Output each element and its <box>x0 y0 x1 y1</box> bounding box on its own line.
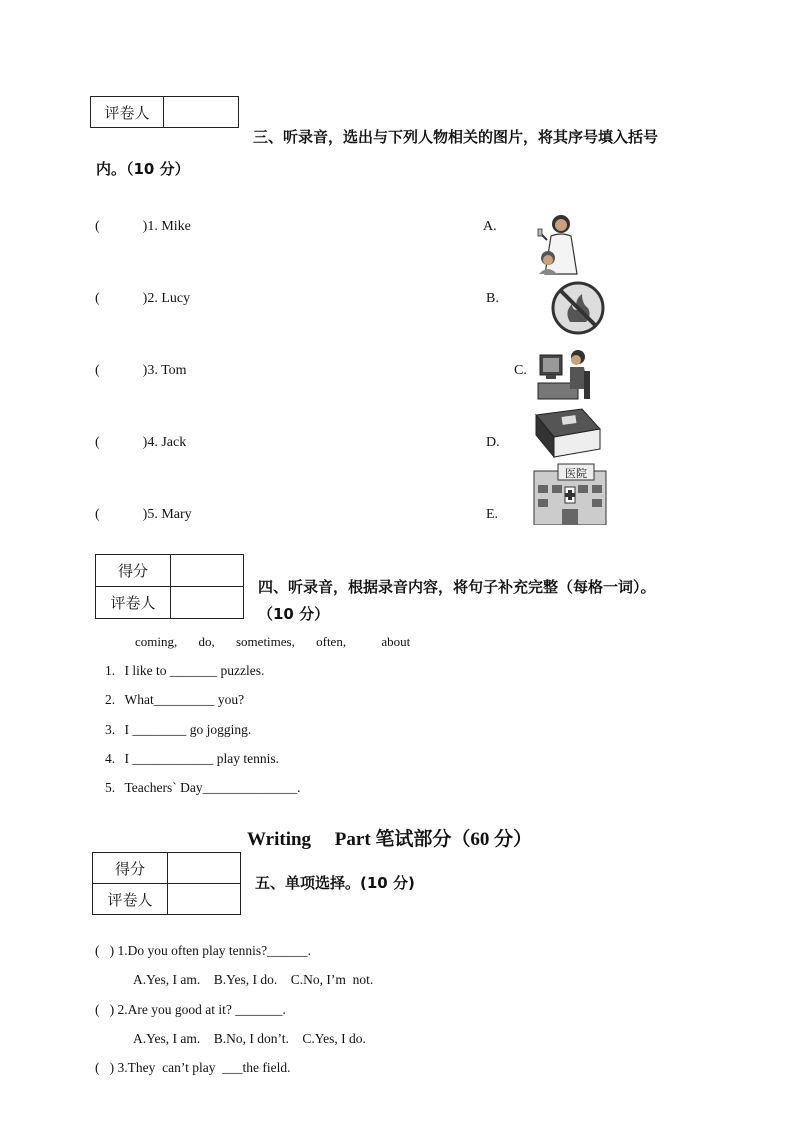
grader-label: 评卷人 <box>96 587 171 619</box>
section5-title: 五、单项选择。(10 分) <box>255 874 415 892</box>
question-text: ( ) 1.Do you often play tennis?______. <box>95 943 311 958</box>
answer-paren-open[interactable]: ( <box>95 435 100 450</box>
item-text: 2. Lucy <box>147 291 191 306</box>
section4-title-cont: （10 分） <box>258 605 330 623</box>
list-item <box>95 507 192 523</box>
sentence-row <box>105 692 244 708</box>
sentence-number: 4. <box>105 751 116 766</box>
question-options: A.Yes, I am. B.Yes, I do. C.No, I’m not. <box>133 972 374 987</box>
option-label-d: D. <box>486 435 500 450</box>
sentence-number: 5. <box>105 780 116 795</box>
answer-paren-close: ) <box>142 219 148 234</box>
book-picture <box>530 407 604 461</box>
sentence-row <box>105 722 251 738</box>
sentence-number: 3. <box>105 722 116 737</box>
section3-title: 三、听录音，选出与下列人物相关的图片，将其序号填入括号 <box>253 128 659 146</box>
answer-paren-open[interactable]: ( <box>95 507 100 522</box>
sentence-number: 1. <box>105 663 116 678</box>
word-bank-item: coming, <box>135 634 178 649</box>
list-item <box>95 219 191 235</box>
word-bank-item: often, <box>316 634 347 649</box>
sentence-row <box>105 751 279 767</box>
answer-paren-close: ) <box>142 363 148 378</box>
section5-score-box <box>92 852 241 915</box>
option-label-e: E. <box>486 507 499 522</box>
answer-paren-close: ) <box>142 435 148 450</box>
answer-paren-open[interactable]: ( <box>95 363 100 378</box>
question-text: ( ) 2.Are you good at it? _______. <box>95 1002 286 1017</box>
answer-paren-open[interactable]: ( <box>95 219 100 234</box>
option-label-b: B. <box>486 291 499 306</box>
writing-part-title: Writing Part 笔试部分（60 分） <box>247 829 533 850</box>
item-text: 3. Tom <box>147 363 187 378</box>
word-bank-item: sometimes, <box>236 634 295 649</box>
grader-blank[interactable] <box>171 587 244 619</box>
word-bank-item: about <box>381 634 411 649</box>
hospital-sign-text: 医院 <box>565 467 587 480</box>
sentence-text: I like to _______ puzzles. <box>124 663 265 678</box>
score-blank[interactable] <box>168 853 241 884</box>
grader-label: 评卷人 <box>91 97 164 128</box>
sentence-row <box>105 780 301 796</box>
no-fire-sign-picture <box>550 280 606 336</box>
sentence-text: What_________ you? <box>124 692 245 707</box>
word-bank-item: do, <box>198 634 215 649</box>
sentence-text: I ________ go jogging. <box>124 722 252 737</box>
grader-blank[interactable] <box>168 884 241 915</box>
option-label-c: C. <box>514 363 527 378</box>
answer-paren-open[interactable]: ( <box>95 291 100 306</box>
sentence-text: I ____________ play tennis. <box>124 751 279 766</box>
sentence-number: 2. <box>105 692 116 707</box>
section4-score-box <box>95 554 244 619</box>
list-item <box>95 291 190 307</box>
grader-blank[interactable] <box>164 97 239 128</box>
grader-label: 评卷人 <box>93 884 168 915</box>
doctor-picture <box>533 210 585 276</box>
score-label: 得分 <box>96 555 171 587</box>
score-blank[interactable] <box>171 555 244 587</box>
sentence-row <box>105 663 264 679</box>
answer-paren-close: ) <box>142 507 148 522</box>
item-text: 5. Mary <box>147 507 192 522</box>
question-options: A.Yes, I am. B.No, I don’t. C.Yes, I do. <box>133 1031 366 1046</box>
option-label-a: A. <box>483 219 497 234</box>
section4-title: 四、听录音，根据录音内容，将句子补充完整（每格一词）。 <box>258 578 656 596</box>
computer-user-picture <box>536 345 598 401</box>
item-text: 4. Jack <box>147 435 187 450</box>
section3-grader-box <box>90 96 239 128</box>
section3-title-cont: 内。（10 分） <box>96 160 190 178</box>
score-label: 得分 <box>93 853 168 884</box>
question-text: ( ) 3.They can’t play ___the field. <box>95 1060 291 1075</box>
list-item <box>95 435 186 451</box>
word-bank <box>135 634 410 650</box>
sentence-text: Teachers` Day______________. <box>124 780 301 795</box>
answer-paren-close: ) <box>142 291 148 306</box>
list-item <box>95 363 187 379</box>
item-text: 1. Mike <box>147 219 191 234</box>
